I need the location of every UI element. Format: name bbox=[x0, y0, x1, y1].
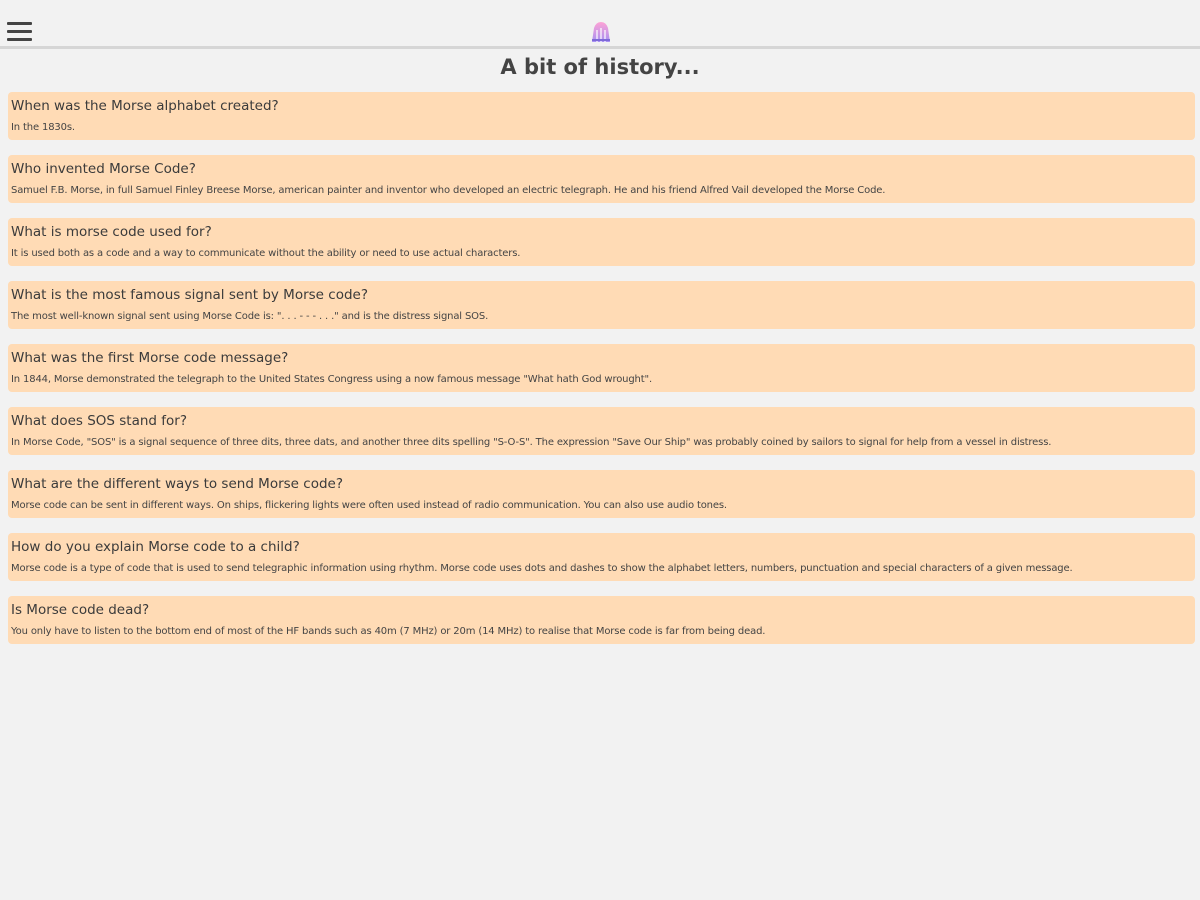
top-bar bbox=[0, 0, 1200, 46]
faq-question: What are the different ways to send Morse code? bbox=[11, 476, 343, 492]
faq-question: How do you explain Morse code to a child? bbox=[11, 539, 300, 555]
faq-answer: In Morse Code, "SOS" is a signal sequence of three dits, three dats, and another three dits spelling "S-O-S". The expression "Save Our Ship" was probably coined by sailors to signal for help from a vessel in distress. bbox=[11, 437, 1052, 448]
app-logo-icon bbox=[589, 20, 613, 44]
faq-answer: You only have to listen to the bottom end of most of the HF bands such as 40m (7 MHz) or 20m (14 MHz) to realise that Morse code is far from being dead. bbox=[11, 626, 766, 637]
faq-item[interactable] bbox=[8, 533, 1195, 581]
faq-answer: It is used both as a code and a way to communicate without the ability or need to use actual characters. bbox=[11, 248, 521, 259]
faq-answer: Morse code can be sent in different ways. On ships, flickering lights were often used instead of radio communication. You can also use audio tones. bbox=[11, 500, 727, 511]
faq-answer: In 1844, Morse demonstrated the telegraph to the United States Congress using a now famous message "What hath God wrought". bbox=[11, 374, 652, 385]
faq-question: Who invented Morse Code? bbox=[11, 161, 196, 177]
faq-question: Is Morse code dead? bbox=[11, 602, 150, 618]
faq-answer: Samuel F.B. Morse, in full Samuel Finley Breese Morse, american painter and inventor who developed an electric telegraph. He and his friend Alfred Vail developed the Morse Code. bbox=[11, 185, 886, 196]
faq-item[interactable] bbox=[8, 281, 1195, 329]
faq-question: When was the Morse alphabet created? bbox=[11, 98, 279, 114]
faq-item[interactable] bbox=[8, 155, 1195, 203]
faq-item[interactable] bbox=[8, 92, 1195, 140]
header-divider bbox=[0, 46, 1200, 49]
faq-question: What does SOS stand for? bbox=[11, 413, 188, 429]
faq-item[interactable] bbox=[8, 218, 1195, 266]
faq-answer: Morse code is a type of code that is used to send telegraphic information using rhythm. Morse code uses dots and dashes to show the alphabet letters, numbers, punctuation and special characters of a given message. bbox=[11, 563, 1073, 574]
faq-question: What is morse code used for? bbox=[11, 224, 212, 240]
faq-item[interactable] bbox=[8, 407, 1195, 455]
faq-item[interactable] bbox=[8, 596, 1195, 644]
hamburger-menu-icon[interactable] bbox=[7, 22, 32, 42]
faq-list bbox=[0, 92, 1200, 644]
faq-answer: In the 1830s. bbox=[11, 122, 75, 133]
faq-question: What was the first Morse code message? bbox=[11, 350, 289, 366]
faq-item[interactable] bbox=[8, 470, 1195, 518]
faq-item[interactable] bbox=[8, 344, 1195, 392]
faq-question: What is the most famous signal sent by Morse code? bbox=[11, 287, 368, 303]
page-title: A bit of history... bbox=[500, 55, 700, 79]
faq-answer: The most well-known signal sent using Morse Code is: ". . . - - - . . ." and is the distress signal SOS. bbox=[11, 311, 489, 322]
